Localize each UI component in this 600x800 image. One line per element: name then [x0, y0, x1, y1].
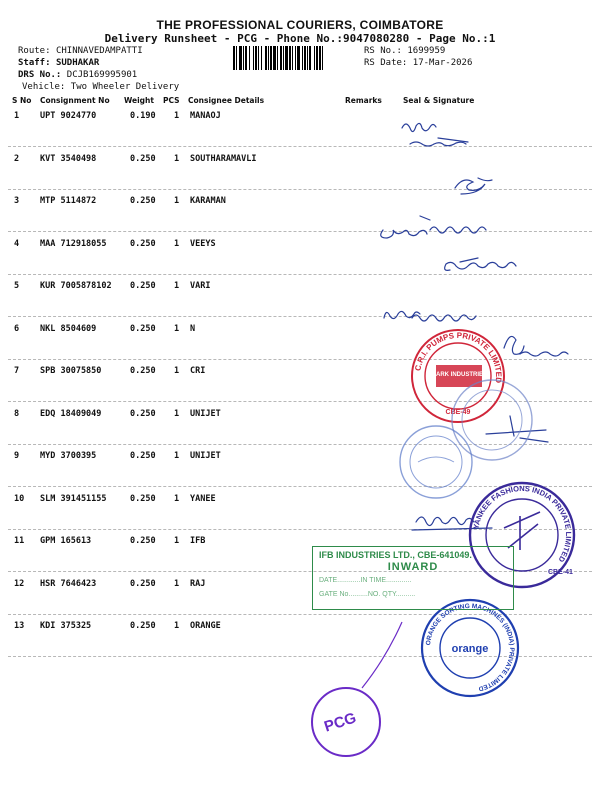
row-consignment-no: KDI 375325 — [40, 621, 92, 631]
rs-date-label: RS Date: — [364, 58, 408, 68]
row-weight: 0.250 — [130, 451, 156, 461]
row-consignee: UNIJET — [190, 451, 221, 461]
runsheet-subtitle: Delivery Runsheet - PCG - Phone No.:9047080280 - Page No.:1 — [104, 32, 496, 45]
row-divider — [8, 231, 592, 232]
row-weight: 0.250 — [130, 238, 156, 249]
row-pcs: 1 — [174, 408, 180, 419]
route-value: CHINNAVEDAMPATTI — [55, 46, 143, 56]
row-divider — [8, 656, 592, 657]
drs-value: DCJB169995901 — [66, 70, 138, 80]
barcode — [233, 46, 359, 70]
table-header — [0, 96, 600, 106]
col-remarks: Remarks — [345, 96, 382, 105]
row-weight: 0.250 — [130, 323, 156, 334]
staff-line — [18, 57, 179, 69]
row-sno: 1 — [14, 111, 20, 121]
col-pcs: PCS — [163, 96, 180, 105]
row-divider — [8, 146, 592, 147]
row-consignment-no: KVT 3540498 — [40, 153, 97, 164]
row-pcs: 1 — [174, 366, 180, 376]
staff-value: SUDHAKAR — [55, 58, 100, 68]
cri-stamp-code: CBE-49 — [445, 409, 471, 416]
row-sno: 2 — [14, 153, 20, 164]
row-consignment-no: MAA 712918055 — [40, 238, 107, 249]
table-row — [0, 236, 600, 278]
row-weight: 0.250 — [130, 621, 156, 631]
ifb-inward-stamp — [312, 546, 514, 610]
orange-stamp-brand: orange — [451, 643, 489, 655]
row-consignee: YANEE — [190, 493, 216, 504]
row-consignee: KARAMAN — [190, 196, 226, 206]
route-block — [18, 45, 179, 93]
vehicle-label: Vehicle: — [22, 82, 66, 92]
row-divider — [8, 444, 592, 445]
col-consignment: Consignment No — [40, 96, 110, 105]
row-weight: 0.250 — [130, 408, 156, 419]
cri-stamp-inner-text: MARK INDUSTRIES — [430, 372, 488, 378]
row-sno: 7 — [14, 366, 20, 376]
table-row — [0, 321, 600, 363]
row-pcs: 1 — [174, 281, 180, 291]
yankee-stamp-code: CBE-41 — [548, 569, 573, 576]
row-weight: 0.250 — [130, 196, 156, 206]
row-weight: 0.190 — [130, 111, 156, 121]
row-pcs: 1 — [174, 621, 180, 631]
table-row — [0, 108, 600, 150]
drs-label: DRS No.: — [18, 70, 62, 80]
row-consignee: CRI — [190, 366, 206, 376]
drs-line — [18, 69, 179, 81]
row-weight: 0.250 — [130, 536, 156, 546]
col-consignee: Consignee Details — [188, 96, 265, 105]
rs-date-line — [364, 57, 472, 69]
row-pcs: 1 — [174, 451, 180, 461]
row-consignee: UNIJET — [190, 408, 221, 419]
row-divider — [8, 316, 592, 317]
row-consignment-no: MTP 5114872 — [40, 196, 97, 206]
row-consignee: ORANGE — [190, 621, 221, 631]
row-divider — [8, 189, 592, 190]
row-sno: 9 — [14, 451, 20, 461]
rs-no-line — [364, 45, 472, 57]
row-pcs: 1 — [174, 536, 180, 546]
row-sno: 10 — [14, 493, 25, 504]
col-weight: Weight — [124, 96, 154, 105]
rs-no-value: 1699959 — [407, 46, 446, 56]
row-sno: 5 — [14, 281, 20, 291]
table-row — [0, 151, 600, 193]
pcg-stamp-text: PCG — [322, 709, 359, 736]
row-pcs: 1 — [174, 493, 180, 504]
row-sno: 12 — [14, 578, 25, 589]
row-pcs: 1 — [174, 578, 180, 589]
cri-stamp-outer-text: C.R.I. PUMPS PRIVATE LIMITED — [413, 330, 504, 384]
yankee-stamp-outer-text: YANKEE FASHIONS INDIA PRIVATE LIMITED — [471, 483, 574, 564]
row-consignment-no: KUR 7005878102 — [40, 281, 112, 291]
row-consignment-no: HSR 7646423 — [40, 578, 97, 589]
row-sno: 13 — [14, 621, 25, 631]
row-pcs: 1 — [174, 238, 180, 249]
row-weight: 0.250 — [130, 153, 156, 164]
row-consignee: RAJ — [190, 578, 206, 589]
route-line — [18, 45, 179, 57]
table-row — [0, 193, 600, 235]
row-consignment-no: SPB 30075850 — [40, 366, 102, 376]
route-label: Route: — [18, 46, 51, 56]
row-consignment-no: MYD 3700395 — [40, 451, 97, 461]
row-pcs: 1 — [174, 196, 180, 206]
row-weight: 0.250 — [130, 281, 156, 291]
row-sno: 11 — [14, 536, 25, 546]
row-divider — [8, 359, 592, 360]
vehicle-line — [18, 81, 179, 93]
row-consignment-no: EDQ 18409049 — [40, 408, 102, 419]
rs-date-value: 17-Mar-2026 — [412, 58, 473, 68]
ifb-stamp-gate-line: GATE No..........NO. QTY.......... — [319, 591, 416, 598]
row-sno: 6 — [14, 323, 20, 334]
ifb-stamp-inward: INWARD — [387, 561, 439, 573]
row-weight: 0.250 — [130, 493, 156, 504]
row-consignee: SOUTHARAMAVLI — [190, 153, 257, 164]
vehicle-value: Two Wheeler Delivery — [70, 82, 180, 92]
row-consignee: MANAOJ — [190, 111, 221, 121]
row-weight: 0.250 — [130, 578, 156, 589]
row-consignee: VEEYS — [190, 238, 216, 249]
company-title: THE PROFESSIONAL COURIERS, COIMBATORE — [156, 18, 444, 32]
rs-block — [364, 45, 472, 69]
row-pcs: 1 — [174, 153, 180, 164]
row-sno: 4 — [14, 238, 20, 249]
row-pcs: 1 — [174, 111, 180, 121]
row-consignee: N — [190, 323, 196, 334]
ifb-stamp-company: IFB INDUSTRIES LTD., CBE-641049. — [319, 550, 472, 560]
row-pcs: 1 — [174, 323, 180, 334]
row-weight: 0.250 — [130, 366, 156, 376]
table-row — [0, 278, 600, 320]
row-sno: 8 — [14, 408, 20, 419]
row-divider — [8, 274, 592, 275]
orange-stamp-outer-text: ORANGE SORTING MACHINES (INDIA) PRIVATE LIMITED — [425, 602, 516, 693]
row-sno: 3 — [14, 196, 20, 206]
row-consignee: IFB — [190, 536, 206, 546]
row-consignment-no: GPM 165613 — [40, 536, 92, 546]
col-sno: S No — [12, 96, 32, 105]
ifb-stamp-date-line: DATE............IN TIME............. — [319, 577, 412, 584]
table-row — [0, 406, 600, 448]
row-consignment-no: UPT 9024770 — [40, 111, 97, 121]
row-consignment-no: SLM 391451155 — [40, 493, 107, 504]
row-divider — [8, 401, 592, 402]
staff-label: Staff: — [18, 58, 51, 68]
row-consignment-no: NKL 8504609 — [40, 323, 97, 334]
rs-no-label: RS No.: — [364, 46, 402, 56]
col-seal: Seal & Signature — [403, 96, 475, 105]
row-consignee: VARI — [190, 281, 211, 291]
